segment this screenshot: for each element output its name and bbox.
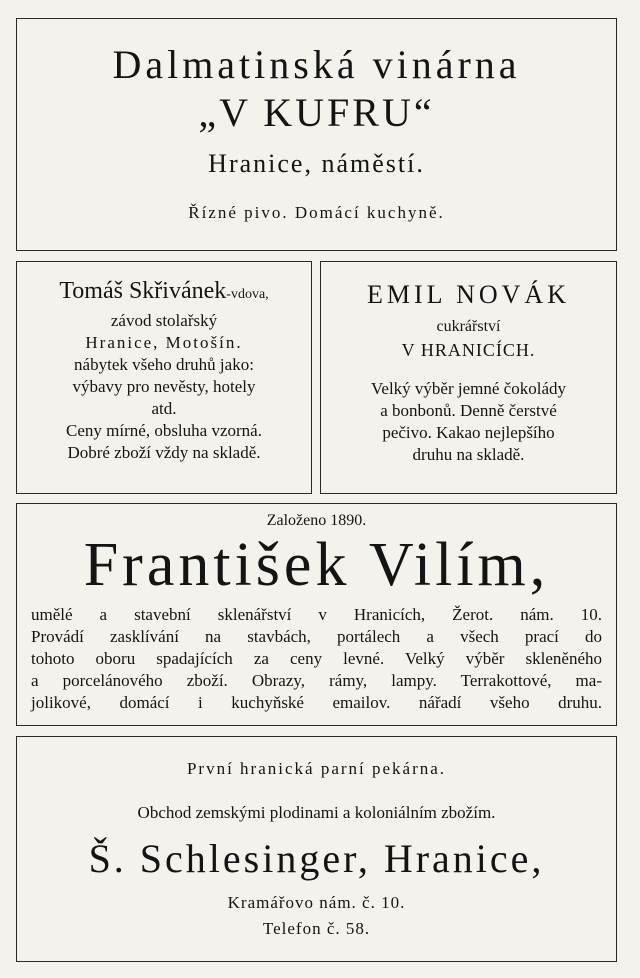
schlesinger-trade: Obchod zemskými plodinami a koloniálním zbožím. [137,803,496,822]
skrivanek-line: Dobré zboží vždy na skladě. [67,443,261,462]
skrivanek-line: Ceny mírné, obsluha vzorná. [66,421,262,440]
vinarna-offer: Řízné pivo. Domácí kuchyně. [188,203,445,222]
novak-line: a bonbonů. Denně čerstvé [380,401,557,420]
skrivanek-line: nábytek všeho druhů jako: [74,355,254,374]
skrivanek-line: závod stolařský [110,311,218,330]
vilim-line: tohoto oboru spadajících za ceny levné. Velký výběr skleněného [31,649,602,668]
skrivanek-line: Hranice, Motošín. [85,333,243,352]
novak-place: V HRANICÍCH. [401,340,536,360]
novak-trade: cukrářství [436,318,501,335]
vilim-established: Založeno 1890. [266,512,367,529]
ad-schlesinger [16,736,617,962]
vilim-line: Provádí zasklívání na stavbách, portálech a všech prací do [31,627,602,646]
schlesinger-phone: Telefon č. 58. [262,919,371,938]
novak-body [321,378,616,466]
novak-line: Velký výběr jemné čokolády [371,379,566,398]
vinarna-title: Dalmatinská vinárna [112,42,521,87]
vinarna-name: „V KUFRU“ [198,90,435,135]
novak-line: pečivo. Kakao nejlepšího [382,423,555,442]
ad-emil-novak [320,261,617,494]
ad-dalmatinska-vinarna [16,18,617,251]
novak-name: EMIL NOVÁK [367,280,570,309]
schlesinger-address: Kramářovo nám. č. 10. [227,893,406,912]
skrivanek-line: atd. [151,399,177,418]
skrivanek-name-text: Tomáš Skřivánek [59,278,227,304]
vilim-name: František Vilím, [83,531,550,599]
vinarna-address: Hranice, náměstí. [208,149,425,178]
schlesinger-name: Š. Schlesinger, Hranice, [88,836,545,881]
ad-tomas-skrivanek [16,261,312,494]
vilim-line: a porcelánového zboží. Obrazy, rámy, lampy. Terrakottové, ma- [31,671,602,690]
skrivanek-name [17,276,311,310]
skrivanek-line: výbavy pro nevěsty, hotely [72,377,256,396]
vilim-line: umělé a stavební sklenářství v Hranicích, Žerot. nám. 10. [31,605,602,624]
ad-frantisek-vilim [16,503,617,726]
schlesinger-bakery: První hranická parní pekárna. [186,759,447,778]
novak-line: druhu na skladě. [412,445,525,464]
vilim-line: jolikové, domácí i kuchyňské emailov. nářadí všeho druhu. [31,693,602,712]
vilim-body [31,604,602,714]
skrivanek-name-suffix: -vdova, [226,287,269,302]
